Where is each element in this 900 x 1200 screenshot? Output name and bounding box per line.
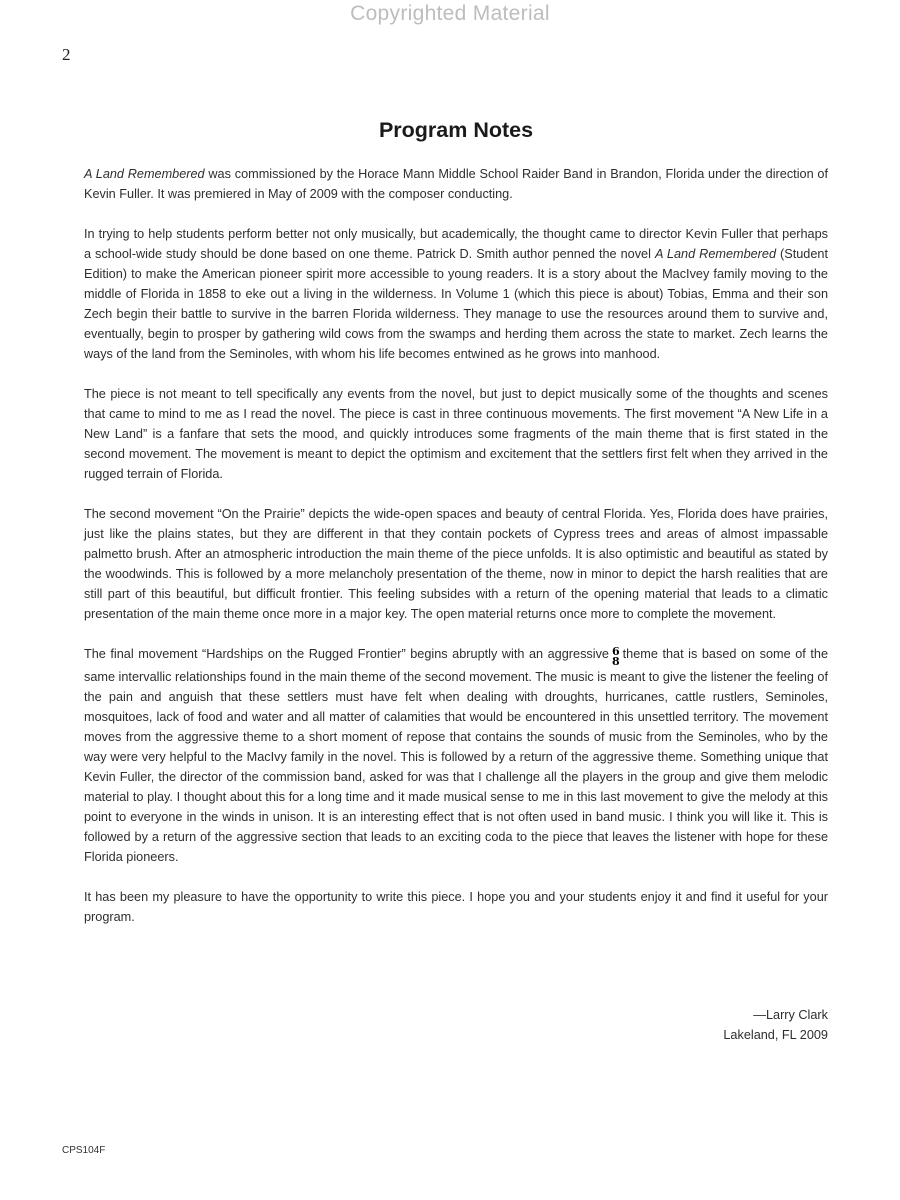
catalog-code: CPS104F xyxy=(62,1145,106,1156)
page-number: 2 xyxy=(62,45,71,64)
place-date: Lakeland, FL 2009 xyxy=(723,1028,828,1042)
paragraph-background-text-b: (Student Edition) to make the American pioneer spirit more accessible to young readers. It is a story about the MacIvey family moving to the middle of Florida in 1858 to eke out a living in the wilderness. In Volume 1 (which this piece is about) Tobias, Emma and their son Zech begin their battle to survive in the barren Florida wilderness. They manage to use the resources around them to survive and, eventually, begin to prosper by gathering wild cows from the swamps and herding them across the state to market. Zech learns the ways of the land from the Seminoles, with whom his life becomes entwined as he grows into manhood. xyxy=(84,247,828,361)
time-signature-top: 6 xyxy=(611,645,620,658)
paragraph-final-movement-text-b: theme that is based on some of the same intervallic relationships found in the main theme of the second movement. The music is meant to give the listener the feeling of the pain and anguish that these settlers must have felt when dealing with droughts, hurricanes, cattle rustlers, Seminoles, mosquitoes, lack of food and water and all matter of calamities that would be encountered in this unsettled territory. The movement moves from the aggressive theme to a short moment of repose that contains the sounds of music from the Seminoles, who by the way were very helpful to the MacIvy family in the novel. This is followed by a return of the aggressive theme. Something unique that Kevin Fuller, the director of the commission band, asked for was that I challenge all the players in the group and give them melodic material to play. I thought about this for a long time and it made musical sense to me in this last movement to give the melody at this point to everyone in the winds in unison. It is an interesting effect that is not often used in band music. I think you will like it. This is followed by a return of the aggressive section that leads to an exciting coda to the piece that leaves the listener with hope for these Florida pioneers. xyxy=(84,647,828,864)
paragraph-second-movement: The second movement “On the Prairie” depicts the wide-open spaces and beauty of central Florida. Yes, Florida does have prairies, just like the plains states, but they are different in that they contain pockets of Cypress trees and areas of almost impassable palmetto brush. After an atmospheric introduction the main theme of the piece unfolds. It is also optimistic and beautiful as stated by the woodwinds. This is followed by a more melancholy presentation of the theme, now in minor to depict the harsh realities that are still part of this beautiful, but difficult frontier. This feeling subsides with a return of the opening material that leads to a climatic presentation of the main theme once more in a major key. The open material returns once more to complete the movement. xyxy=(84,507,828,621)
novel-title-italic: A Land Remembered xyxy=(654,247,777,261)
paragraph-commission-text: was commissioned by the Horace Mann Middle School Raider Band in Brandon, Florida under the direction of Kevin Fuller. It was premiered in May of 2009 with the composer conducting. xyxy=(84,167,828,201)
page-title: Program Notes xyxy=(378,118,534,142)
paragraph-first-movement: The piece is not meant to tell specifically any events from the novel, but just to depict musically some of the thoughts and scenes that came to mind to me as I read the novel. The piece is cast in three continuous movements. The first movement “A New Life in a New Land” is a fanfare that sets the mood, and quickly introduces some fragments of the main theme that is first stated in the second movement. The movement is meant to depict the optimism and excitement that the settlers first felt when they arrived in the rugged terrain of Florida. xyxy=(84,387,828,481)
time-signature-bottom: 8 xyxy=(611,655,620,668)
program-notes-body xyxy=(84,164,828,947)
paragraph-background-text-a: In trying to help students perform better not only musically, but academically, the thought came to director Kevin Fuller that perhaps a school-wide study should be done based on one theme. Patrick D. Smith author penned the novel xyxy=(84,227,828,261)
paragraph-final-movement-text-a: The final movement “Hardships on the Rugged Frontier” begins abruptly with an aggressive xyxy=(84,647,609,661)
author-name: —Larry Clark xyxy=(753,1008,828,1022)
paragraph-background xyxy=(84,224,828,364)
paragraph-closing: It has been my pleasure to have the opportunity to write this piece. I hope you and your students enjoy it and find it useful for your program. xyxy=(84,890,828,924)
novel-title-italic: A Land Remembered xyxy=(84,167,205,181)
signature-block xyxy=(723,1005,828,1045)
copyright-watermark: Copyrighted Material xyxy=(350,2,550,25)
paragraph-final-movement xyxy=(84,644,828,867)
time-signature-icon xyxy=(612,647,620,667)
paragraph-commission xyxy=(84,164,828,204)
